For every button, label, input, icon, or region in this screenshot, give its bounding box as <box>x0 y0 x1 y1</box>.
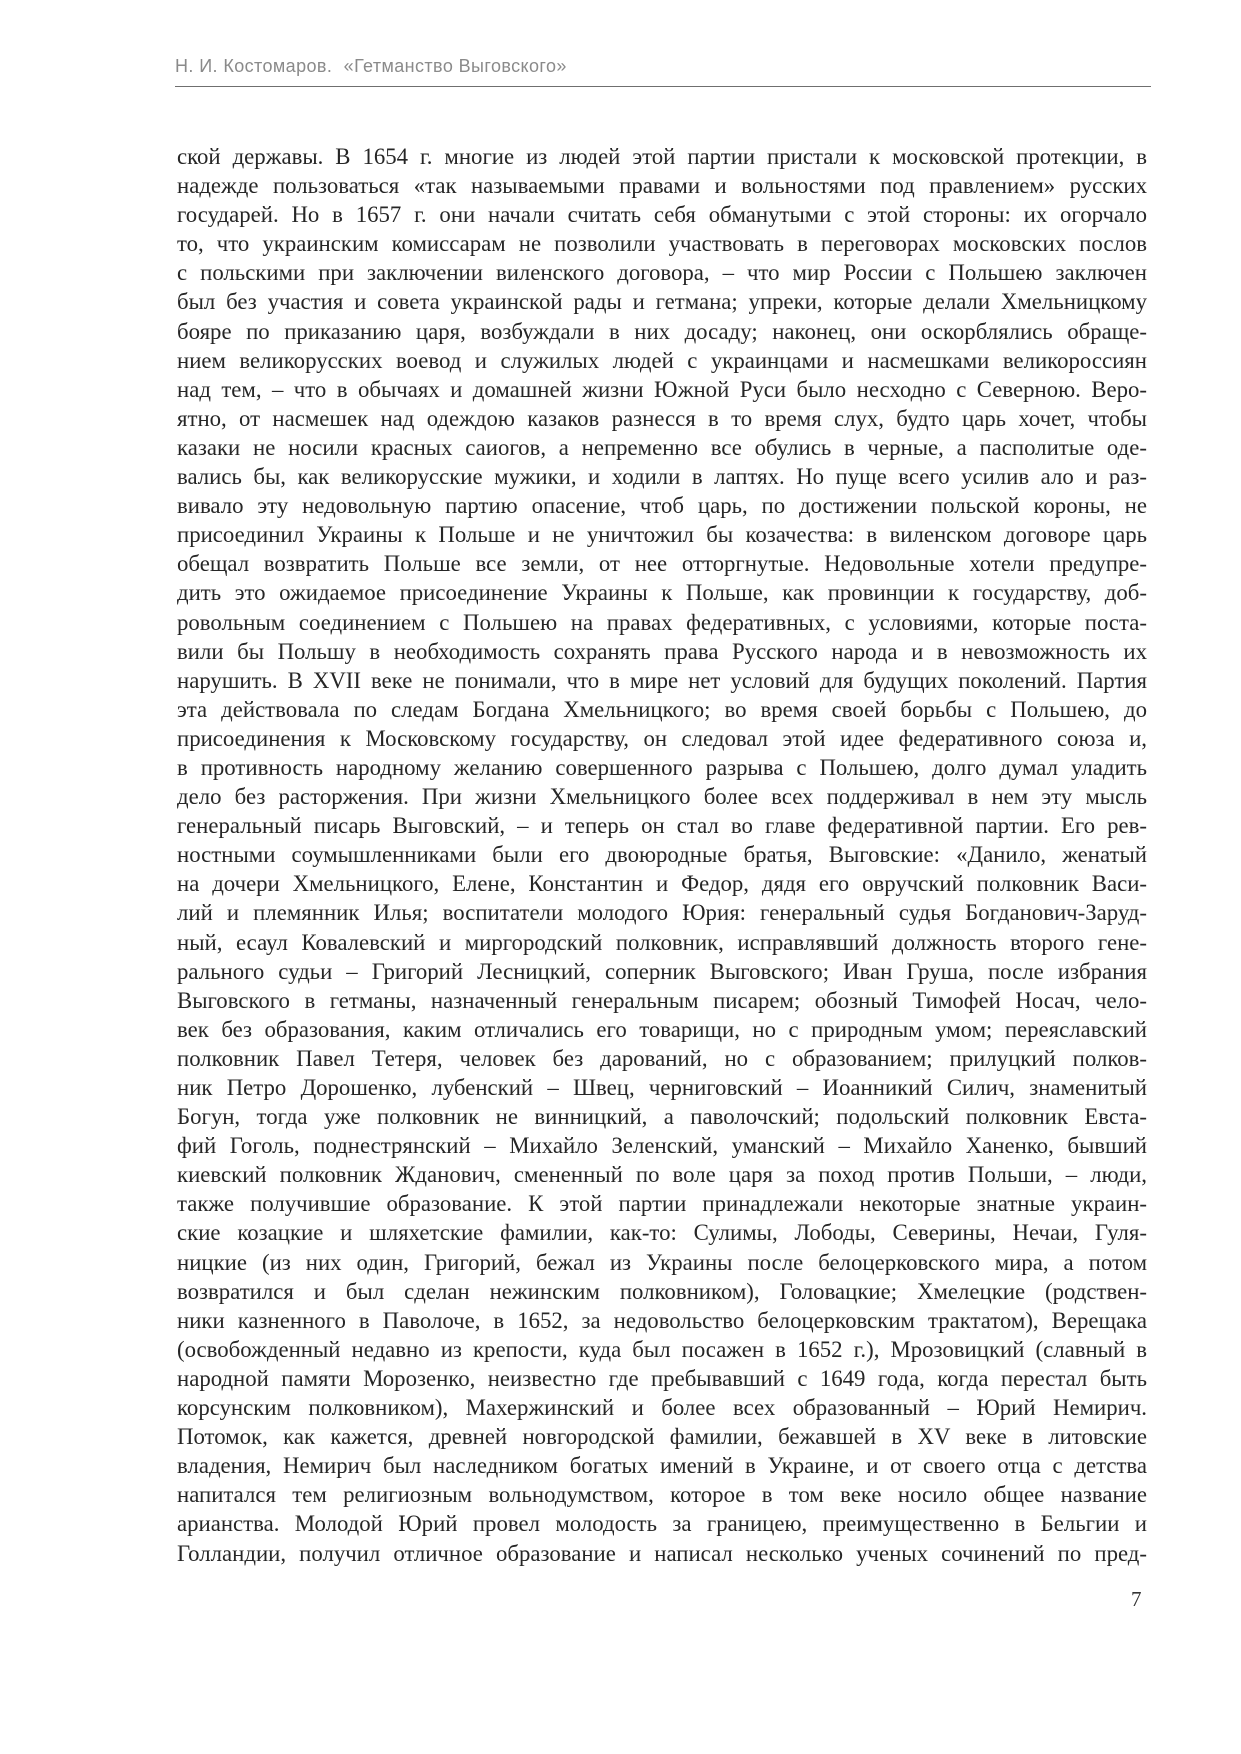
text-line: (освобожденный недавно из крепости, куда был посажен в 1652 г.), Мрозовицкий (славный в <box>177 1336 1147 1362</box>
text-line: владения, Немирич был наследником богатых имений в Украине, и от своего отца с детства <box>177 1453 1147 1479</box>
text-line: вили бы Польшу в необходимость сохранять права Русского народа и в невозможность их <box>177 638 1147 664</box>
text-line: бояре по приказанию царя, возбуждали в них досаду; наконец, они оскорблялись обраще- <box>177 318 1147 344</box>
text-line: народной памяти Морозенко, неизвестно где пребывавший с 1649 года, когда перестал быть <box>177 1365 1147 1391</box>
text-line: казаки не носили красных саиогов, а непременно все обулись в черные, а пасполитые оде- <box>177 434 1147 460</box>
header-rule <box>175 86 1151 87</box>
text-line: нием великорусских воевод и служилых людей с украинцами и насмешками великороссиян <box>177 347 1147 373</box>
text-line: арианства. Молодой Юрий провел молодость за границею, преимущественно в Бельгии и <box>177 1511 1147 1537</box>
text-line: ровольным соединением с Польшею на правах федеративных, с условиями, которые поста- <box>177 609 1147 635</box>
text-line: ятно, от насмешек над одеждою казаков разнесся в то время слух, будто царь хочет, чтобы <box>177 405 1147 431</box>
text-line: Голландии, получил отличное образование и написал несколько ученых сочинений по пред- <box>177 1540 1147 1566</box>
running-head <box>175 56 573 77</box>
text-line: киевский полковник Жданович, смененный по воле царя за поход против Польши, – люди, <box>177 1162 1147 1188</box>
text-line: век без образования, каким отличались его товарищи, но с природным умом; переяславский <box>177 1016 1147 1042</box>
page-number: 7 <box>1131 1587 1142 1611</box>
text-line: напитался тем религиозным вольнодумством, которое в том веке носило общее название <box>177 1482 1147 1508</box>
text-line: Выговского в гетманы, назначенный генеральным писарем; обозный Тимофей Носач, чело- <box>177 987 1147 1013</box>
text-line: также получившие образование. К этой партии принадлежали некоторые знатные украин- <box>177 1191 1147 1217</box>
text-line: государей. Но в 1657 г. они начали считать себя обманутыми с этой стороны: их огорчало <box>177 202 1147 228</box>
text-line: ник Петро Дорошенко, лубенский – Швец, черниговский – Иоанникий Силич, знаменитый <box>177 1075 1147 1100</box>
text-line: дело без расторжения. При жизни Хмельницкого более всех поддерживал в нем эту мысль <box>177 784 1147 810</box>
text-line: надежде пользоваться «так называемыми правами и вольностями под правлением» русских <box>177 173 1147 199</box>
text-line: возвратился и был сделан нежинским полковником), Головацкие; Хмелецкие (родствен- <box>177 1278 1147 1304</box>
text-line: был без участия и совета украинской рады и гетмана; упреки, которые делали Хмельницкому <box>177 289 1147 315</box>
text-line: на дочери Хмельницкого, Елене, Константин и Федор, дядя его овручский полковник Васи- <box>177 871 1147 897</box>
text-line: ской державы. В 1654 г. многие из людей этой партии пристали к московской протекции, в <box>177 144 1147 169</box>
text-line: рального судьи – Григорий Лесницкий, соперник Выговского; Иван Груша, после избрания <box>177 958 1147 984</box>
text-line: Потомок, как кажется, древней новгородской фамилии, бежавшей в XV веке в литовские <box>177 1424 1147 1450</box>
text-line: лий и племянник Илья; воспитатели молодого Юрия: генеральный судья Богданович-Заруд- <box>177 900 1147 926</box>
running-head-title: «Гетманство Выговского» <box>343 56 567 76</box>
text-line: ный, есаул Ковалевский и миргородский полковник, исправлявший должность второго гене- <box>177 929 1147 955</box>
text-line: ники казненного в Паволоче, в 1652, за недовольство белоцерковским трактатом), Верещака <box>177 1307 1147 1333</box>
text-line: над тем, – что в обычаях и домашней жизни Южной Руси было несходно с Северною. Веро- <box>177 376 1147 402</box>
text-line: то, что украинским комиссарам не позволили участвовать в переговорах московских послов <box>177 231 1147 257</box>
text-line: присоединения к Московскому государству, он следовал этой идее федеративного союза и, <box>177 725 1147 751</box>
text-line: обещал возвратить Польше все земли, от нее отторгнутые. Недовольные хотели предупре- <box>177 551 1147 577</box>
body-text <box>177 142 1147 1568</box>
running-head-author: Н. И. Костомаров. <box>175 56 333 76</box>
text-line: полковник Павел Тетеря, человек без дарований, но с образованием; прилуцкий полков- <box>177 1045 1147 1071</box>
text-line: дить это ожидаемое присоединение Украины к Польше, как провинции к государству, доб- <box>177 580 1147 606</box>
text-line: Богун, тогда уже полковник не винницкий, а паволочский; подольский полковник Евста- <box>177 1104 1147 1130</box>
text-line: генеральный писарь Выговский, – и теперь он стал во главе федеративной партии. Его рев- <box>177 813 1147 839</box>
text-line: нарушить. В XVII веке не понимали, что в мире нет условий для будущих поколений. Партия <box>177 667 1147 693</box>
text-line: ностными соумышленниками были его двоюродные братья, Выговские: «Данило, женатый <box>177 842 1147 868</box>
text-line: эта действовала по следам Богдана Хмельницкого; во время своей борьбы с Польшею, до <box>177 696 1147 722</box>
text-line: ницкие (из них один, Григорий, бежал из Украины после белоцерковского мира, а потом <box>177 1249 1147 1275</box>
text-line: вивало эту недовольную партию опасение, чтоб царь, по достижении польской короны, не <box>177 493 1147 519</box>
text-line: фий Гоголь, поднестрянский – Михайло Зеленский, уманский – Михайло Ханенко, бывший <box>177 1133 1147 1159</box>
text-line: ские козацкие и шляхетские фамилии, как-то: Сулимы, Лободы, Северины, Нечаи, Гуля- <box>177 1220 1147 1246</box>
text-line: корсунским полковником), Махержинский и более всех образованный – Юрий Немирич. <box>177 1395 1147 1421</box>
text-line: вались бы, как великорусские мужики, и ходили в лаптях. Но пуще всего усилив ало и раз- <box>177 464 1147 490</box>
text-line: присоединил Украины к Польше и не уничтожил бы козачества: в виленском договоре царь <box>177 522 1147 548</box>
text-line: в противность народному желанию совершенного разрыва с Польшею, долго думал уладить <box>177 754 1147 780</box>
text-line: с польскими при заключении виленского договора, – что мир России с Польшею заключен <box>177 260 1147 286</box>
